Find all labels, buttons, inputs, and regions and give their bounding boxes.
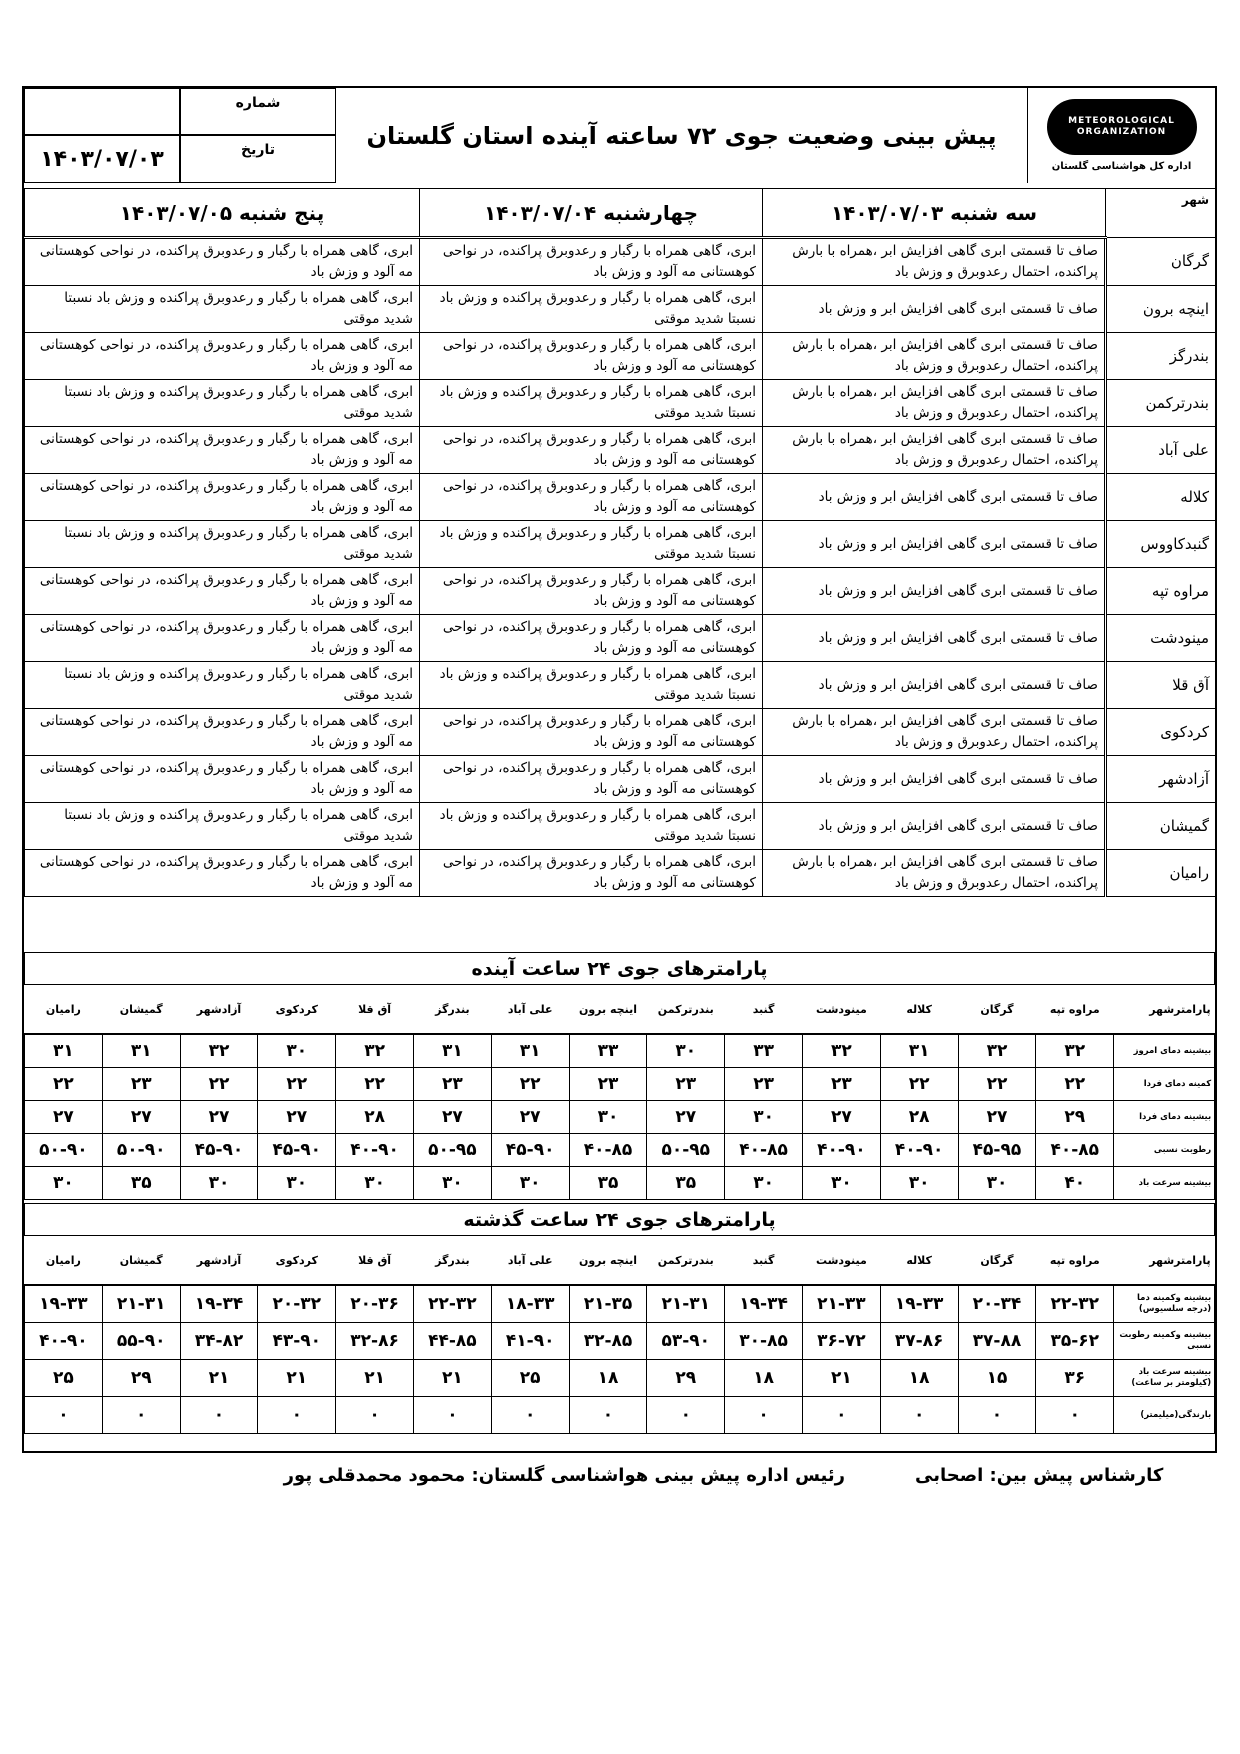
forecast-cell: صاف تا قسمتی ابری گاهی افزایش ابر و وزش باد	[763, 615, 1106, 662]
row-label: بیشینه وکمینه رطوبت نسبی	[1114, 1323, 1215, 1360]
forecast-cell: صاف تا قسمتی ابری گاهی افزایش ابر و وزش باد	[763, 521, 1106, 568]
value-cell: ۲۳	[725, 1068, 803, 1101]
value-cell: ۳۵-۶۲	[1036, 1323, 1114, 1360]
value-cell: ۳۱	[102, 1034, 180, 1068]
forecast-cell: ابری، گاهی همراه با رگبار و رعدوبرق پراکنده، در نواحی کوهستانی مه آلود و وزش باد	[25, 427, 420, 474]
value-cell: ۳۰	[413, 1167, 491, 1200]
value-cell: ۲۱	[336, 1360, 414, 1397]
value-cell: ۴۵-۹۵	[958, 1134, 1036, 1167]
value-cell: ۲۲	[491, 1068, 569, 1101]
meta-box	[24, 88, 336, 183]
value-cell: ۲۲	[25, 1068, 103, 1101]
city-column-header: آزادشهر	[180, 985, 258, 1034]
value-cell: ۲۷	[491, 1101, 569, 1134]
value-cell: ۰	[958, 1397, 1036, 1434]
header-row	[25, 1236, 1215, 1285]
value-cell: ۰	[880, 1397, 958, 1434]
table-row	[25, 238, 1216, 286]
date-value: ۱۴۰۳/۰۷/۰۳	[24, 135, 180, 183]
city-column-header: کلاله	[880, 1236, 958, 1285]
table-row	[25, 1134, 1215, 1167]
forecast-cell: صاف تا قسمتی ابری گاهی افزایش ابر ،همراه با بارش پراکنده، احتمال رعدوبرق و وزش باد	[763, 238, 1106, 286]
value-cell: ۰	[25, 1397, 103, 1434]
forecast-cell: صاف تا قسمتی ابری گاهی افزایش ابر ،همراه با بارش پراکنده، احتمال رعدوبرق و وزش باد	[763, 850, 1106, 897]
value-cell: ۳۱	[491, 1034, 569, 1068]
forecast-cell: صاف تا قسمتی ابری گاهی افزایش ابر و وزش باد	[763, 286, 1106, 333]
value-cell: ۲۱	[180, 1360, 258, 1397]
value-cell: ۱۵	[958, 1360, 1036, 1397]
row-label: کمینه دمای فردا	[1114, 1068, 1215, 1101]
value-cell: ۵۰-۹۵	[413, 1134, 491, 1167]
forecast-cell: صاف تا قسمتی ابری گاهی افزایش ابر و وزش باد	[763, 474, 1106, 521]
corner-header: پارامترشهر	[1114, 1236, 1215, 1285]
value-cell: ۳۲	[802, 1034, 880, 1068]
value-cell: ۲۷	[647, 1101, 725, 1134]
value-cell: ۲۱	[413, 1360, 491, 1397]
forecast-cell: ابری، گاهی همراه با رگبار و رعدوبرق پراکنده، در نواحی کوهستانی مه آلود و وزش باد	[25, 474, 420, 521]
value-cell: ۲۲	[1036, 1068, 1114, 1101]
value-cell: ۲۱-۳۱	[647, 1285, 725, 1323]
table-row	[25, 521, 1216, 568]
date-label: تاریخ	[180, 135, 336, 183]
city-column-header: آزادشهر	[180, 1236, 258, 1285]
forecast-cell: ابری، گاهی همراه با رگبار و رعدوبرق پراکنده و وزش باد نسبتا شدید موقتی	[25, 521, 420, 568]
value-cell: ۳۰	[180, 1167, 258, 1200]
forecast-cell: صاف تا قسمتی ابری گاهی افزایش ابر و وزش باد	[763, 756, 1106, 803]
value-cell: ۳۲-۸۵	[569, 1323, 647, 1360]
corner-header: پارامترشهر	[1114, 985, 1215, 1034]
value-cell: ۳۰	[880, 1167, 958, 1200]
day-header: سه شنبه ۱۴۰۳/۰۷/۰۳	[763, 189, 1106, 238]
forecast-cell: ابری، گاهی همراه با رگبار و رعدوبرق پراکنده، در نواحی کوهستانی مه آلود و وزش باد	[420, 238, 763, 286]
table-row	[25, 662, 1216, 709]
row-label: بیشینه وکمینه دما (درجه سلسیوس)	[1114, 1285, 1215, 1323]
value-cell: ۳۰	[569, 1101, 647, 1134]
value-cell: ۲۲	[180, 1068, 258, 1101]
table-row	[25, 1068, 1215, 1101]
value-cell: ۱۸-۳۳	[491, 1285, 569, 1323]
city-column-header: آق قلا	[336, 1236, 414, 1285]
table-row	[25, 427, 1216, 474]
city-column-header: مینودشت	[802, 985, 880, 1034]
forecast-cell: ابری، گاهی همراه با رگبار و رعدوبرق پراکنده و وزش باد نسبتا شدید موقتی	[420, 803, 763, 850]
value-cell: ۰	[802, 1397, 880, 1434]
value-cell: ۴۰-۹۰	[25, 1323, 103, 1360]
past24-table	[24, 1236, 1215, 1434]
value-cell: ۰	[647, 1397, 725, 1434]
forecast-cell: ابری، گاهی همراه با رگبار و رعدوبرق پراکنده و وزش باد نسبتا شدید موقتی	[420, 521, 763, 568]
value-cell: ۲۳	[569, 1068, 647, 1101]
value-cell: ۲۳	[802, 1068, 880, 1101]
city: رامیان	[1106, 850, 1216, 897]
city: بندرترکمن	[1106, 380, 1216, 427]
forecast-cell: ابری، گاهی همراه با رگبار و رعدوبرق پراکنده، در نواحی کوهستانی مه آلود و وزش باد	[420, 568, 763, 615]
value-cell: ۲۰-۳۲	[258, 1285, 336, 1323]
city-column-header: گرگان	[958, 1236, 1036, 1285]
value-cell: ۰	[725, 1397, 803, 1434]
city-column-header: اینچه برون	[569, 985, 647, 1034]
forecast-cell: ابری، گاهی همراه با رگبار و رعدوبرق پراکنده، در نواحی کوهستانی مه آلود و وزش باد	[420, 474, 763, 521]
value-cell: ۲۲-۳۲	[1036, 1285, 1114, 1323]
forecast-cell: ابری، گاهی همراه با رگبار و رعدوبرق پراکنده، در نواحی کوهستانی مه آلود و وزش باد	[420, 615, 763, 662]
city-column-header: بندرترکمن	[647, 1236, 725, 1285]
value-cell: ۰	[491, 1397, 569, 1434]
past24-title: پارامترهای جوی ۲۴ ساعت گذشته	[24, 1203, 1215, 1236]
forecast-cell: ابری، گاهی همراه با رگبار و رعدوبرق پراکنده و وزش باد نسبتا شدید موقتی	[25, 380, 420, 427]
forecast-cell: صاف تا قسمتی ابری گاهی افزایش ابر و وزش باد	[763, 662, 1106, 709]
value-cell: ۳۶-۷۲	[802, 1323, 880, 1360]
header-row	[25, 985, 1215, 1034]
table-row	[25, 1034, 1215, 1068]
forecast-cell: ابری، گاهی همراه با رگبار و رعدوبرق پراکنده و وزش باد نسبتا شدید موقتی	[25, 286, 420, 333]
value-cell: ۳۲	[180, 1034, 258, 1068]
table-row	[25, 615, 1216, 662]
city-column-header: بندرترکمن	[647, 985, 725, 1034]
city: بندرگز	[1106, 333, 1216, 380]
forecast-cell: ابری، گاهی همراه با رگبار و رعدوبرق پراکنده، در نواحی کوهستانی مه آلود و وزش باد	[25, 238, 420, 286]
city: مینودشت	[1106, 615, 1216, 662]
value-cell: ۵۰-۹۵	[647, 1134, 725, 1167]
table-row	[25, 1397, 1215, 1434]
city-column-header: رامیان	[25, 985, 103, 1034]
value-cell: ۳۵	[647, 1167, 725, 1200]
city-column-header: بندرگز	[413, 1236, 491, 1285]
city: آق قلا	[1106, 662, 1216, 709]
value-cell: ۰	[413, 1397, 491, 1434]
forecast-cell: ابری، گاهی همراه با رگبار و رعدوبرق پراکنده، در نواحی کوهستانی مه آلود و وزش باد	[420, 333, 763, 380]
value-cell: ۲۳	[413, 1068, 491, 1101]
forecaster-name: کارشناس پیش بین: اصحابی	[915, 1464, 1164, 1486]
forecast-cell: ابری، گاهی همراه با رگبار و رعدوبرق پراکنده و وزش باد نسبتا شدید موقتی	[25, 662, 420, 709]
value-cell: ۲۸	[880, 1101, 958, 1134]
value-cell: ۱۹-۳۴	[725, 1285, 803, 1323]
value-cell: ۴۰-۹۰	[336, 1134, 414, 1167]
value-cell: ۵۰-۹۰	[25, 1134, 103, 1167]
value-cell: ۳۵	[102, 1167, 180, 1200]
row-label: بیشینه دمای فردا	[1114, 1101, 1215, 1134]
value-cell: ۲۲	[336, 1068, 414, 1101]
value-cell: ۲۱	[258, 1360, 336, 1397]
value-cell: ۲۲	[880, 1068, 958, 1101]
value-cell: ۲۲	[958, 1068, 1036, 1101]
value-cell: ۳۰	[725, 1101, 803, 1134]
city: گنبدکاووس	[1106, 521, 1216, 568]
city: مراوه تپه	[1106, 568, 1216, 615]
value-cell: ۲۵	[25, 1360, 103, 1397]
value-cell: ۴۴-۸۵	[413, 1323, 491, 1360]
director-name: رئیس اداره پیش بینی هواشناسی گلستان: محمود محمدقلی پور	[283, 1464, 845, 1486]
city: آزادشهر	[1106, 756, 1216, 803]
table-row	[25, 1285, 1215, 1323]
value-cell: ۳۷-۸۸	[958, 1323, 1036, 1360]
value-cell: ۴۵-۹۰	[491, 1134, 569, 1167]
value-cell: ۴۰-۸۵	[1036, 1134, 1114, 1167]
value-cell: ۳۴-۸۲	[180, 1323, 258, 1360]
table-row	[25, 474, 1216, 521]
table-row	[25, 709, 1216, 756]
forecast-cell: صاف تا قسمتی ابری گاهی افزایش ابر ،همراه با بارش پراکنده، احتمال رعدوبرق و وزش باد	[763, 333, 1106, 380]
value-cell: ۳۰	[958, 1167, 1036, 1200]
city-header: شهر	[1106, 189, 1216, 238]
forecast-cell: صاف تا قسمتی ابری گاهی افزایش ابر ،همراه با بارش پراکنده، احتمال رعدوبرق و وزش باد	[763, 427, 1106, 474]
logo-text: اداره کل هواشناسی گلستان	[1051, 161, 1192, 172]
value-cell: ۲۱-۳۳	[802, 1285, 880, 1323]
table-row	[25, 756, 1216, 803]
value-cell: ۰	[336, 1397, 414, 1434]
value-cell: ۳۰	[725, 1167, 803, 1200]
next24-title: پارامترهای جوی ۲۴ ساعت آینده	[24, 952, 1215, 985]
forecast-cell: ابری، گاهی همراه با رگبار و رعدوبرق پراکنده، در نواحی کوهستانی مه آلود و وزش باد	[25, 568, 420, 615]
city-column-header: گنبد	[725, 1236, 803, 1285]
value-cell: ۱۸	[569, 1360, 647, 1397]
forecast-cell: صاف تا قسمتی ابری گاهی افزایش ابر و وزش باد	[763, 803, 1106, 850]
city-column-header: علی آباد	[491, 985, 569, 1034]
value-cell: ۲۷	[180, 1101, 258, 1134]
value-cell: ۳۰-۸۵	[725, 1323, 803, 1360]
value-cell: ۵۰-۹۰	[102, 1134, 180, 1167]
value-cell: ۰	[569, 1397, 647, 1434]
city-column-header: آق قلا	[336, 985, 414, 1034]
value-cell: ۲۲-۳۲	[413, 1285, 491, 1323]
forecast-cell: ابری، گاهی همراه با رگبار و رعدوبرق پراکنده و وزش باد نسبتا شدید موقتی	[420, 286, 763, 333]
value-cell: ۳۳	[569, 1034, 647, 1068]
value-cell: ۳۳	[725, 1034, 803, 1068]
forecast-cell: ابری، گاهی همراه با رگبار و رعدوبرق پراکنده، در نواحی کوهستانی مه آلود و وزش باد	[420, 427, 763, 474]
value-cell: ۲۱	[802, 1360, 880, 1397]
forecast-cell: ابری، گاهی همراه با رگبار و رعدوبرق پراکنده، در نواحی کوهستانی مه آلود و وزش باد	[420, 709, 763, 756]
next24-table	[24, 985, 1215, 1200]
value-cell: ۳۶	[1036, 1360, 1114, 1397]
page-title: پیش بینی وضعیت جوی ۷۲ ساعته آینده استان گلستان	[366, 121, 997, 150]
header	[24, 88, 1215, 183]
city-column-header: بندرگز	[413, 985, 491, 1034]
value-cell: ۲۷	[802, 1101, 880, 1134]
city-column-header: کردکوی	[258, 985, 336, 1034]
value-cell: ۳۰	[258, 1034, 336, 1068]
day-header: چهارشنبه ۱۴۰۳/۰۷/۰۴	[420, 189, 763, 238]
forecast-cell: صاف تا قسمتی ابری گاهی افزایش ابر و وزش باد	[763, 568, 1106, 615]
table-row	[25, 1167, 1215, 1200]
value-cell: ۳۰	[802, 1167, 880, 1200]
value-cell: ۳۰	[491, 1167, 569, 1200]
value-cell: ۲۵	[491, 1360, 569, 1397]
value-cell: ۳۲-۸۶	[336, 1323, 414, 1360]
forecast-cell: ابری، گاهی همراه با رگبار و رعدوبرق پراکنده، در نواحی کوهستانی مه آلود و وزش باد	[25, 709, 420, 756]
value-cell: ۳۷-۸۶	[880, 1323, 958, 1360]
forecast-table	[24, 188, 1216, 897]
city-column-header: گرگان	[958, 985, 1036, 1034]
logo	[1027, 88, 1215, 183]
value-cell: ۴۵-۹۰	[180, 1134, 258, 1167]
city-column-header: اینچه برون	[569, 1236, 647, 1285]
city-column-header: مراوه تپه	[1036, 985, 1114, 1034]
row-label: بیشینه سرعت باد (کیلومتر بر ساعت)	[1114, 1360, 1215, 1397]
forecast-cell: ابری، گاهی همراه با رگبار و رعدوبرق پراکنده، در نواحی کوهستانی مه آلود و وزش باد	[25, 850, 420, 897]
value-cell: ۴۰-۸۵	[569, 1134, 647, 1167]
table-row	[25, 1360, 1215, 1397]
forecast-cell: صاف تا قسمتی ابری گاهی افزایش ابر ،همراه با بارش پراکنده، احتمال رعدوبرق و وزش باد	[763, 380, 1106, 427]
city-column-header: گنبد	[725, 985, 803, 1034]
value-cell: ۴۵-۹۰	[258, 1134, 336, 1167]
value-cell: ۲۹	[1036, 1101, 1114, 1134]
number-value	[24, 88, 180, 135]
table-row	[25, 333, 1216, 380]
value-cell: ۲۳	[647, 1068, 725, 1101]
value-cell: ۲۲	[258, 1068, 336, 1101]
forecast-cell: ابری، گاهی همراه با رگبار و رعدوبرق پراکنده، در نواحی کوهستانی مه آلود و وزش باد	[420, 850, 763, 897]
city-column-header: مراوه تپه	[1036, 1236, 1114, 1285]
value-cell: ۲۳	[102, 1068, 180, 1101]
value-cell: ۳۵	[569, 1167, 647, 1200]
table-row	[25, 380, 1216, 427]
value-cell: ۴۳-۹۰	[258, 1323, 336, 1360]
value-cell: ۳۱	[880, 1034, 958, 1068]
value-cell: ۲۷	[258, 1101, 336, 1134]
value-cell: ۳۰	[258, 1167, 336, 1200]
value-cell: ۱۸	[880, 1360, 958, 1397]
city: کلاله	[1106, 474, 1216, 521]
city: گرگان	[1106, 238, 1216, 286]
city-column-header: گمیشان	[102, 985, 180, 1034]
value-cell: ۲۹	[102, 1360, 180, 1397]
value-cell: ۴۰-۹۰	[880, 1134, 958, 1167]
value-cell: ۵۵-۹۰	[102, 1323, 180, 1360]
number-label: شماره	[180, 88, 336, 135]
forecast-cell: ابری، گاهی همراه با رگبار و رعدوبرق پراکنده، در نواحی کوهستانی مه آلود و وزش باد	[25, 615, 420, 662]
value-cell: ۳۰	[336, 1167, 414, 1200]
value-cell: ۴۰-۹۰	[802, 1134, 880, 1167]
footer	[24, 1460, 1215, 1490]
value-cell: ۳۲	[958, 1034, 1036, 1068]
city-column-header: کردکوی	[258, 1236, 336, 1285]
value-cell: ۳۰	[647, 1034, 725, 1068]
value-cell: ۳۱	[413, 1034, 491, 1068]
logo-emblem: METEOROLOGICAL ORGANIZATION	[1047, 99, 1197, 155]
table-row	[25, 286, 1216, 333]
city-column-header: رامیان	[25, 1236, 103, 1285]
value-cell: ۲۱-۳۱	[102, 1285, 180, 1323]
forecast-cell: ابری، گاهی همراه با رگبار و رعدوبرق پراکنده، در نواحی کوهستانی مه آلود و وزش باد	[25, 756, 420, 803]
city: اینچه برون	[1106, 286, 1216, 333]
value-cell: ۲۱-۳۵	[569, 1285, 647, 1323]
value-cell: ۲۷	[25, 1101, 103, 1134]
row-label: بارندگی(میلیمتر)	[1114, 1397, 1215, 1434]
value-cell: ۲۰-۳۴	[958, 1285, 1036, 1323]
value-cell: ۲۰-۳۶	[336, 1285, 414, 1323]
value-cell: ۴۰-۸۵	[725, 1134, 803, 1167]
value-cell: ۱۹-۳۳	[880, 1285, 958, 1323]
row-label: رطوبت نسبی	[1114, 1134, 1215, 1167]
value-cell: ۲۸	[336, 1101, 414, 1134]
forecast-cell: ابری، گاهی همراه با رگبار و رعدوبرق پراکنده، در نواحی کوهستانی مه آلود و وزش باد	[420, 756, 763, 803]
value-cell: ۳۱	[25, 1034, 103, 1068]
value-cell: ۵۳-۹۰	[647, 1323, 725, 1360]
city: علی آباد	[1106, 427, 1216, 474]
table-row	[25, 568, 1216, 615]
value-cell: ۱۹-۳۴	[180, 1285, 258, 1323]
value-cell: ۱۸	[725, 1360, 803, 1397]
value-cell: ۰	[180, 1397, 258, 1434]
value-cell: ۲۷	[102, 1101, 180, 1134]
city-column-header: گمیشان	[102, 1236, 180, 1285]
value-cell: ۰	[1036, 1397, 1114, 1434]
table-row	[25, 850, 1216, 897]
value-cell: ۳۲	[336, 1034, 414, 1068]
city-column-header: مینودشت	[802, 1236, 880, 1285]
value-cell: ۰	[258, 1397, 336, 1434]
value-cell: ۴۰	[1036, 1167, 1114, 1200]
city: کردکوی	[1106, 709, 1216, 756]
value-cell: ۱۹-۳۳	[25, 1285, 103, 1323]
table-row	[25, 1101, 1215, 1134]
row-label: بیشینه دمای امروز	[1114, 1034, 1215, 1068]
day-header: پنج شنبه ۱۴۰۳/۰۷/۰۵	[25, 189, 420, 238]
row-label: بیشینه سرعت باد	[1114, 1167, 1215, 1200]
value-cell: ۰	[102, 1397, 180, 1434]
forecast-cell: ابری، گاهی همراه با رگبار و رعدوبرق پراکنده، در نواحی کوهستانی مه آلود و وزش باد	[25, 333, 420, 380]
city-column-header: کلاله	[880, 985, 958, 1034]
table-row	[25, 1323, 1215, 1360]
city-column-header: علی آباد	[491, 1236, 569, 1285]
value-cell: ۲۷	[958, 1101, 1036, 1134]
value-cell: ۳۰	[25, 1167, 103, 1200]
forecast-cell: صاف تا قسمتی ابری گاهی افزایش ابر ،همراه با بارش پراکنده، احتمال رعدوبرق و وزش باد	[763, 709, 1106, 756]
table-row	[25, 803, 1216, 850]
value-cell: ۲۹	[647, 1360, 725, 1397]
forecast-cell: ابری، گاهی همراه با رگبار و رعدوبرق پراکنده و وزش باد نسبتا شدید موقتی	[420, 380, 763, 427]
forecast-cell: ابری، گاهی همراه با رگبار و رعدوبرق پراکنده و وزش باد نسبتا شدید موقتی	[25, 803, 420, 850]
value-cell: ۲۷	[413, 1101, 491, 1134]
value-cell: ۳۲	[1036, 1034, 1114, 1068]
value-cell: ۴۱-۹۰	[491, 1323, 569, 1360]
forecast-cell: ابری، گاهی همراه با رگبار و رعدوبرق پراکنده و وزش باد نسبتا شدید موقتی	[420, 662, 763, 709]
city: گمیشان	[1106, 803, 1216, 850]
